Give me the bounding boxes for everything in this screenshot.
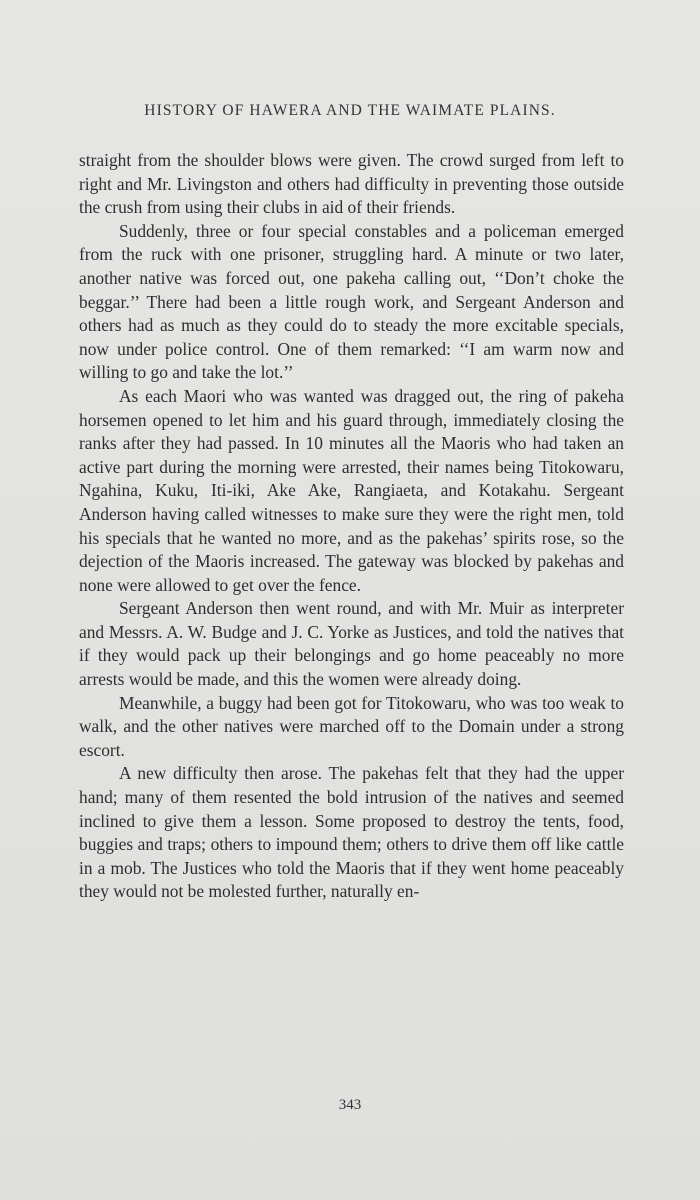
paragraph: A new difficulty then arose. The pakehas felt that they had the upper hand; many of them resented the bold intrusion of the natives and seemed inclined to give them a lesson. Some proposed to destroy the tents, food, buggies and traps; others to impound them; others to drive them off like cattle in a mob. The Justices who told the Maoris that if they went home peaceably they would not be molested further, naturally en- xyxy=(79,763,624,902)
paragraph: As each Maori who was wanted was dragged out, the ring of pakeha horsemen opened to let him and his guard through, immediately closing the ranks after they had passed. In 10 minutes all the Maoris who had taken an active part during the morning were arrested, their names being Titokowaru, Ngahina, Kuku, Iti-iki, Ake Ake, Rangiaeta, and Kotakahu. Sergeant Anderson having called witnesses to make sure they were the right men, told his specials that he wanted no more, and as the pakehas’ spirits rose, so the dejection of the Maoris increased. The gateway was blocked by pakehas and none were allowed to get over the fence. xyxy=(79,385,624,595)
paragraph: Suddenly, three or four special constables and a policeman emerged from the ruck with one prisoner, struggling hard. A minute or two later, another native was forced out, one pakeha calling out, ‘‘Don’t choke the beggar.’’ There had been a little rough work, and Sergeant Anderson and others had as much as they could do to steady the more excitable specials, now under police control. One of them remarked: ‘‘I am warm now and willing to go and take the lot.’’ xyxy=(79,220,624,383)
page-number: 343 xyxy=(338,1097,362,1113)
paragraph: Meanwhile, a buggy had been got for Titokowaru, who was too weak to walk, and the other natives were marched off to the Domain under a strong escort. xyxy=(79,692,624,760)
body-text xyxy=(79,149,624,904)
paragraph-continued: straight from the shoulder blows were given. The crowd surged from left to right and Mr. Livingston and others had difficulty in preventing those outside the crush from using their clubs in aid of their friends. xyxy=(79,150,624,218)
paragraph: Sergeant Anderson then went round, and with Mr. Muir as interpreter and Messrs. A. W. Budge and J. C. Yorke as Justices, and told the natives that if they would pack up their belongings and go home peaceably no more arrests would be made, and this the women were already doing. xyxy=(79,598,624,690)
running-head: HISTORY OF HAWERA AND THE WAIMATE PLAINS. xyxy=(144,102,556,119)
